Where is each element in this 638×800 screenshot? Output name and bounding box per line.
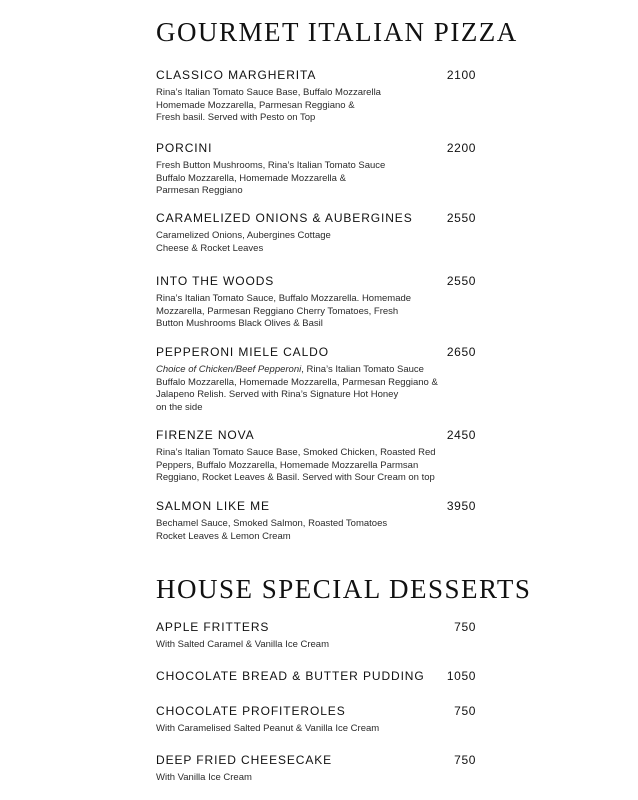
menu-item-chocolate-bread-butter-pudding [156,669,476,685]
description-line: Mozzarella, Parmesan Reggiano Cherry Tomatoes, Fresh [156,305,399,317]
item-price: 2650 [446,345,476,359]
item-description [156,772,476,785]
menu-item-porcini [156,141,476,201]
item-price: 3950 [446,499,476,513]
item-price: 2100 [446,68,476,82]
description-line: Homemade Mozzarella, Parmesan Reggiano & [156,99,355,111]
section-title-desserts: HOUSE SPECIAL DESSERTS [156,574,532,604]
menu-item-apple-fritters [156,620,476,654]
item-price: 2550 [446,211,476,225]
description-line: Rina’s Italian Tomato Sauce Base, Smoked Chicken, Roasted Red [156,447,436,458]
item-name: PORCINI [156,141,213,155]
description-line: Fresh Button Mushrooms, Rina’s Italian Tomato Sauce [156,160,386,171]
item-name: CHOCOLATE PROFITEROLES [156,704,346,718]
description-line: Rocket Leaves & Lemon Cream [156,530,291,542]
description-line [156,364,476,377]
description-line: Cheese & Rocket Leaves [156,242,264,254]
description-line: on the side [156,401,203,413]
item-name: FIRENZE NOVA [156,428,255,442]
menu-item-pepperoni-miele-caldo [156,345,476,417]
item-name: INTO THE WOODS [156,274,275,288]
item-name: CLASSICO MARGHERITA [156,68,317,82]
description-line: Caramelized Onions, Aubergines Cottage [156,230,331,241]
menu-item-firenze-nova [156,428,476,488]
description-line: Rina’s Italian Tomato Sauce Base, Buffalo Mozzarella [156,87,381,98]
description-line: Reggiano, Rocket Leaves & Basil. Served with Sour Cream on top [156,472,435,483]
description-line: With Caramelised Salted Peanut & Vanilla Ice Cream [156,723,380,734]
item-description [156,364,476,414]
item-name: APPLE FRITTERS [156,620,270,634]
description-line: With Salted Caramel & Vanilla Ice Cream [156,639,329,650]
item-description [156,293,476,331]
description-line: Buffalo Mozzarella, Homemade Mozzarella & [156,172,346,184]
item-price: 1050 [446,669,476,683]
item-description [156,160,476,198]
menu-item-caramelized-onions-aubergines [156,211,476,261]
item-price: 750 [454,753,476,767]
item-description [156,723,476,736]
description-line: With Vanilla Ice Cream [156,772,252,783]
item-name: DEEP FRIED CHEESECAKE [156,753,333,767]
item-name: PEPPERONI MIELE CALDO [156,345,329,359]
menu-item-into-the-woods [156,274,476,334]
item-price: 2450 [446,428,476,442]
item-description [156,447,476,485]
description-italic-lead: Choice of Chicken/Beef Pepperoni [156,364,302,375]
description-line: Buffalo Mozzarella, Homemade Mozzarella, Parmesan Reggiano & [156,376,438,388]
menu-item-deep-fried-cheesecake [156,753,476,787]
item-description [156,87,476,125]
description-lead-rest: , Rina’s Italian Tomato Sauce [301,364,424,375]
item-price: 2550 [446,274,476,288]
item-name: CHOCOLATE BREAD & BUTTER PUDDING [156,669,425,683]
description-line: Peppers, Buffalo Mozzarella, Homemade Mozzarella Parmsan [156,459,419,471]
menu-item-chocolate-profiteroles [156,704,476,738]
item-price: 750 [454,704,476,718]
item-name: SALMON LIKE ME [156,499,270,513]
item-price: 2200 [446,141,476,155]
description-line: Parmesan Reggiano [156,185,243,196]
item-name: CARAMELIZED ONIONS & AUBERGINES [156,211,413,225]
description-line: Jalapeno Relish. Served with Rina’s Signature Hot Honey [156,389,399,400]
section-title-pizza: GOURMET ITALIAN PIZZA [156,17,518,47]
description-line: Rina’s Italian Tomato Sauce, Buffalo Mozzarella. Homemade [156,293,412,304]
item-description [156,230,476,255]
menu-item-classico-margherita [156,68,476,128]
item-price: 750 [454,620,476,634]
item-description [156,518,476,543]
item-description [156,639,476,652]
description-line: Button Mushrooms Black Olives & Basil [156,318,323,329]
description-line: Fresh basil. Served with Pesto on Top [156,112,316,123]
description-line: Bechamel Sauce, Smoked Salmon, Roasted Tomatoes [156,518,388,529]
menu-item-salmon-like-me [156,499,476,549]
